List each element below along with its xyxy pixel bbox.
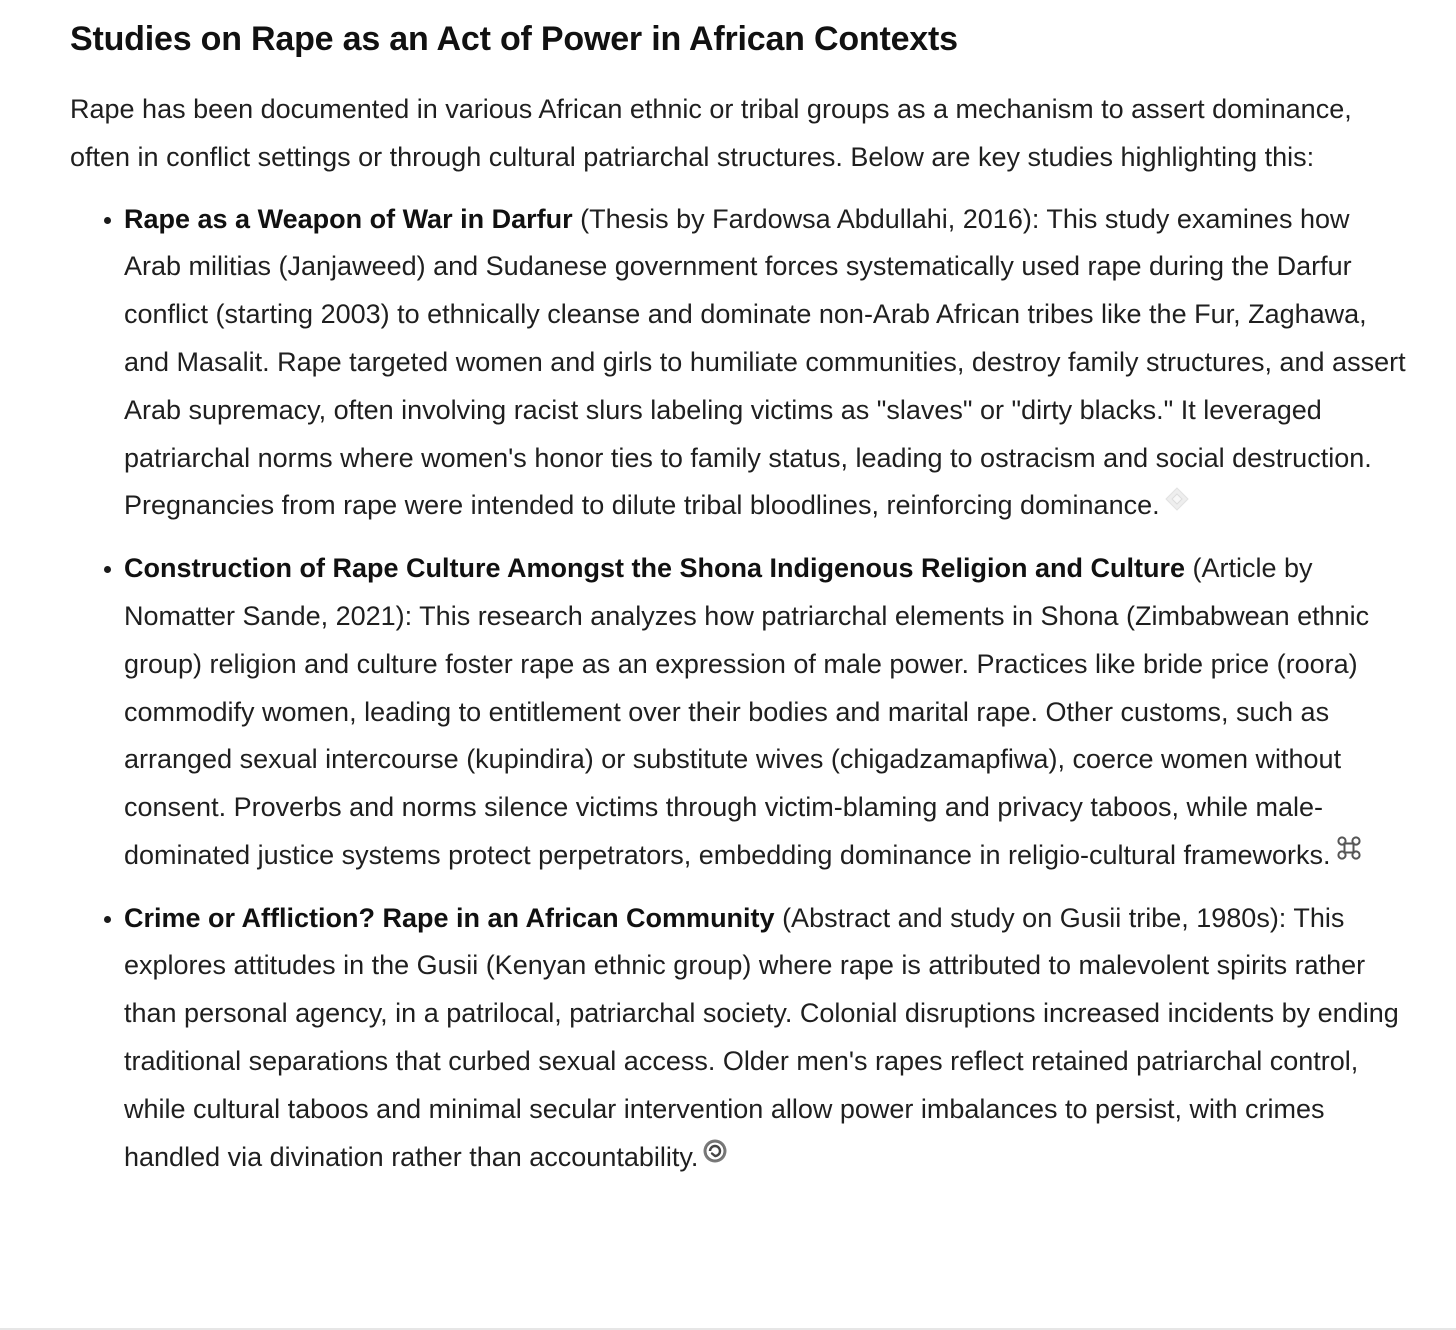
diamond-source-icon[interactable] <box>1164 480 1190 528</box>
list-item-gusii <box>124 895 1410 1183</box>
page-title: Studies on Rape as an Act of Power in African Contexts <box>70 20 958 58</box>
study-title: Construction of Rape Culture Amongst the Shona Indigenous Religion and Culture <box>124 553 1185 584</box>
study-body: (Thesis by Fardowsa Abdullahi, 2016): This study examines how Arab militias (Janjaweed) and Sudanese government forces systematically used rape during the Darfur conflict (starting 2003) to ethnically cleanse and dominate non-Arab African tribes like the Fur, Zaghawa, and Masalit. Rape targeted women and girls to humiliate communities, destroy family structures, and assert Arab supremacy, often involving racist slurs labeling victims as "slaves" or "dirty blacks." It leveraged patriarchal norms where women's honor ties to family status, leading to ostracism and social destruction. Pregnancies from rape were intended to dilute tribal bloodlines, reinforcing dominance. <box>124 203 1406 521</box>
study-title: Rape as a Weapon of War in Darfur <box>124 203 573 234</box>
article <box>70 16 1410 1196</box>
studies-list <box>70 196 1410 1183</box>
study-title: Crime or Affliction? Rape in an African Community <box>124 902 775 933</box>
intro-paragraph: Rape has been documented in various African ethnic or tribal groups as a mechanism to assert dominance, often in conflict settings or through cultural patriarchal structures. Below are key studies highlighting this: <box>70 94 1352 172</box>
study-body: (Article by Nomatter Sande, 2021): This research analyzes how patriarchal elements in Shona (Zimbabwean ethnic group) religion and culture foster rape as an expression of male power. Practices like bride price (roora) commodify women, leading to entitlement over their bodies and marital rape. Other customs, such as arranged sexual intercourse (kupindira) or substitute wives (chigadzamapfiwa), coerce women without consent. Proverbs and norms silence victims through victim-blaming and privacy taboos, while male-dominated justice systems protect perpetrators, embedding dominance in religio-cultural frameworks. <box>124 553 1370 870</box>
study-body: (Abstract and study on Gusii tribe, 1980s): This explores attitudes in the Gusii (Kenyan ethnic group) where rape is attributed to malevolent spirits rather than personal agency, in a patrilocal, patriarchal society. Colonial disruptions increased incidents by ending traditional separations that curbed sexual access. Older men's rapes reflect retained patriarchal control, while cultural taboos and minimal secular intervention allow power imbalances to persist, with crimes handled via divination rather than accountability. <box>124 902 1399 1172</box>
knot-source-icon[interactable] <box>1335 830 1363 878</box>
circle-source-icon[interactable] <box>702 1132 728 1180</box>
list-item-shona <box>124 545 1410 881</box>
list-item-darfur <box>124 196 1410 532</box>
